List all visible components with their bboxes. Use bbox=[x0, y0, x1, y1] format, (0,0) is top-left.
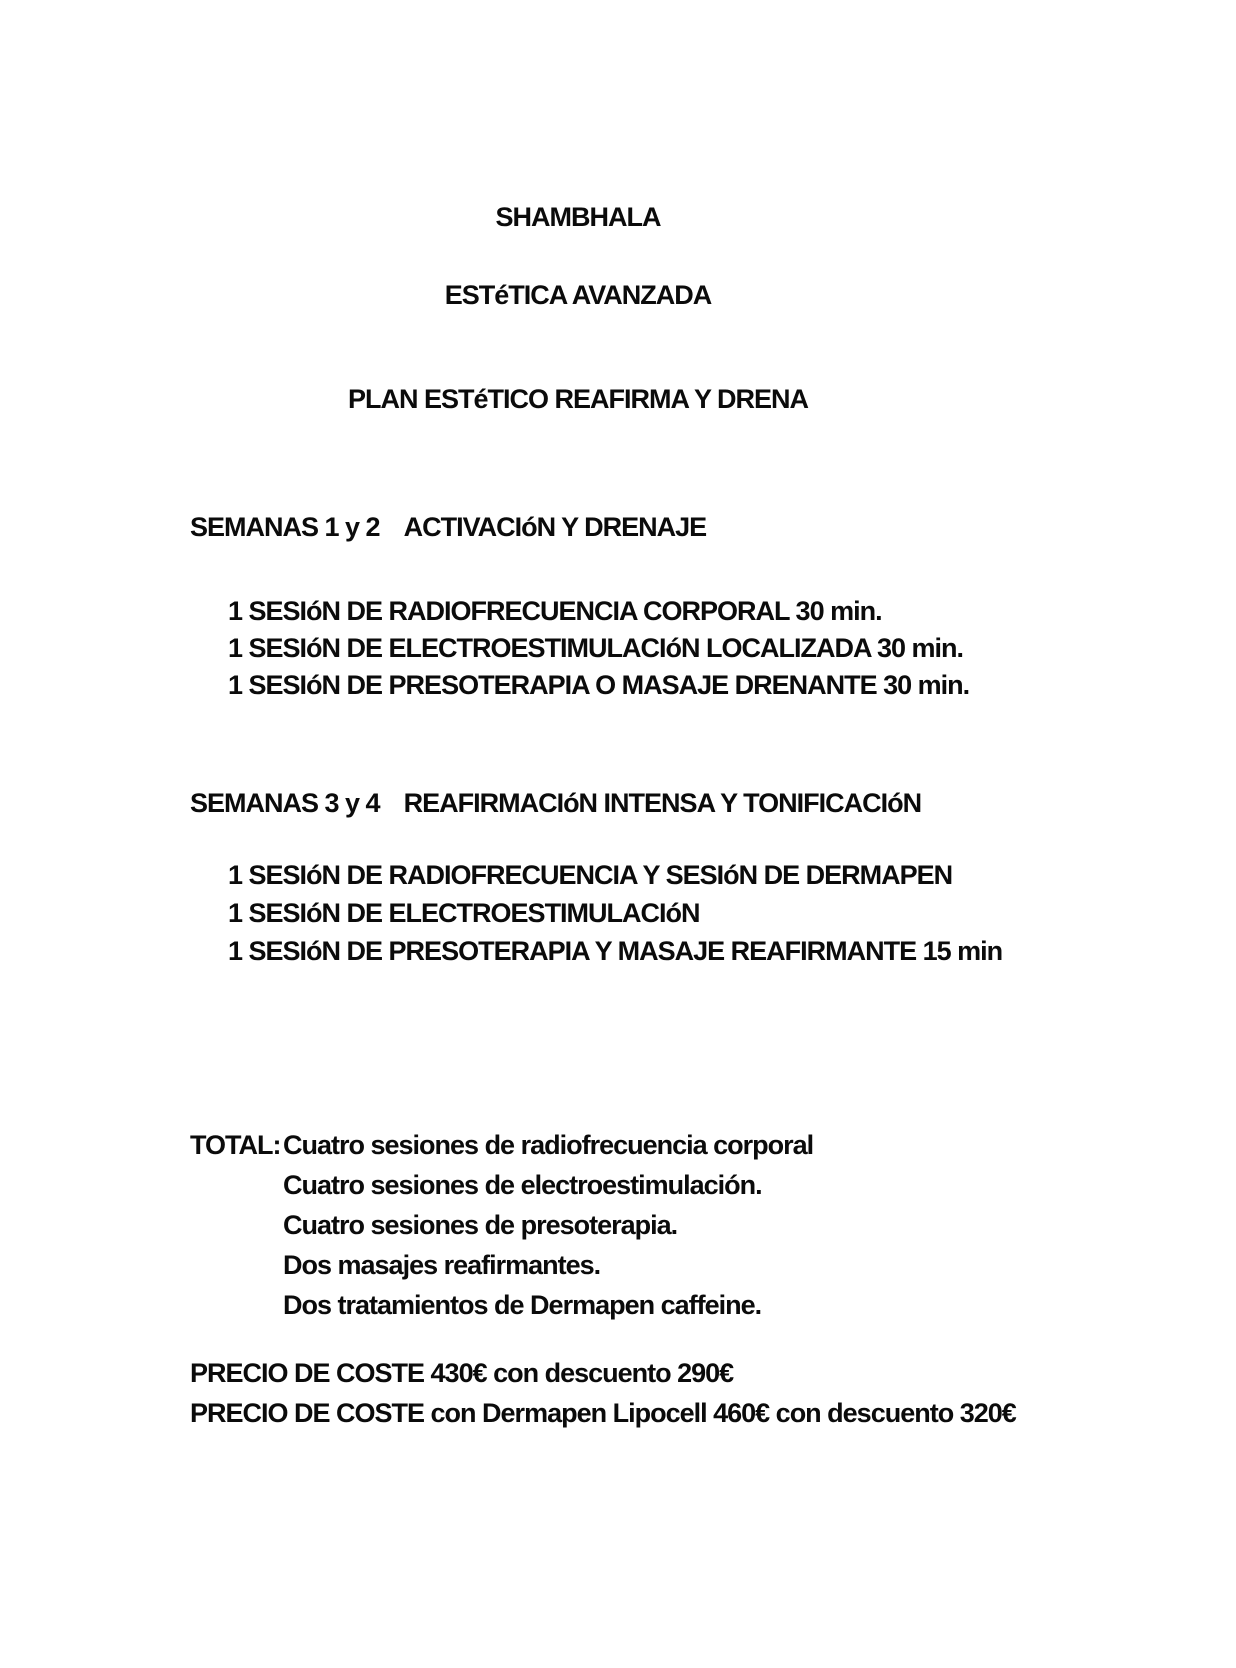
treatment-item: 1 SESIóN DE ELECTROESTIMULACIóN bbox=[228, 898, 700, 928]
price-line: PRECIO DE COSTE con Dermapen Lipocell 460€ con descuento 320€ bbox=[190, 1398, 1016, 1428]
price-line: PRECIO DE COSTE 430€ con descuento 290€ bbox=[190, 1358, 734, 1388]
section-heading-1 bbox=[190, 510, 706, 544]
treatment-item: 1 SESIóN DE PRESOTERAPIA O MASAJE DRENANTE 30 min. bbox=[228, 670, 970, 700]
total-label: TOTAL: bbox=[190, 1130, 281, 1160]
section-1-name: ACTIVACIóN Y DRENAJE bbox=[403, 512, 707, 542]
doc-subtitle: ESTéTICA AVANZADA bbox=[444, 280, 712, 310]
total-line: Cuatro sesiones de electroestimulación. bbox=[283, 1170, 762, 1200]
treatment-item: 1 SESIóN DE RADIOFRECUENCIA CORPORAL 30 min. bbox=[228, 596, 882, 626]
doc-title: SHAMBHALA bbox=[495, 202, 661, 232]
total-line-text: Cuatro sesiones de radiofrecuencia corporal bbox=[283, 1130, 814, 1160]
total-line-1 bbox=[190, 1128, 813, 1162]
section-2-weeks: SEMANAS 3 y 4 bbox=[190, 788, 380, 818]
section-2-name: REAFIRMACIóN INTENSA Y TONIFICACIóN bbox=[403, 788, 922, 818]
plan-title: PLAN ESTéTICO REAFIRMA Y DRENA bbox=[347, 384, 809, 414]
treatment-item: 1 SESIóN DE ELECTROESTIMULACIóN LOCALIZADA 30 min. bbox=[228, 633, 964, 663]
treatment-item: 1 SESIóN DE RADIOFRECUENCIA Y SESIóN DE DERMAPEN bbox=[228, 860, 953, 890]
treatment-item: 1 SESIóN DE PRESOTERAPIA Y MASAJE REAFIRMANTE 15 min bbox=[228, 936, 1003, 966]
section-1-weeks: SEMANAS 1 y 2 bbox=[190, 512, 380, 542]
total-line: Dos tratamientos de Dermapen caffeine. bbox=[283, 1290, 762, 1320]
total-line: Dos masajes reafirmantes. bbox=[283, 1250, 601, 1280]
total-line: Cuatro sesiones de presoterapia. bbox=[283, 1210, 678, 1240]
section-heading-2 bbox=[190, 786, 921, 820]
